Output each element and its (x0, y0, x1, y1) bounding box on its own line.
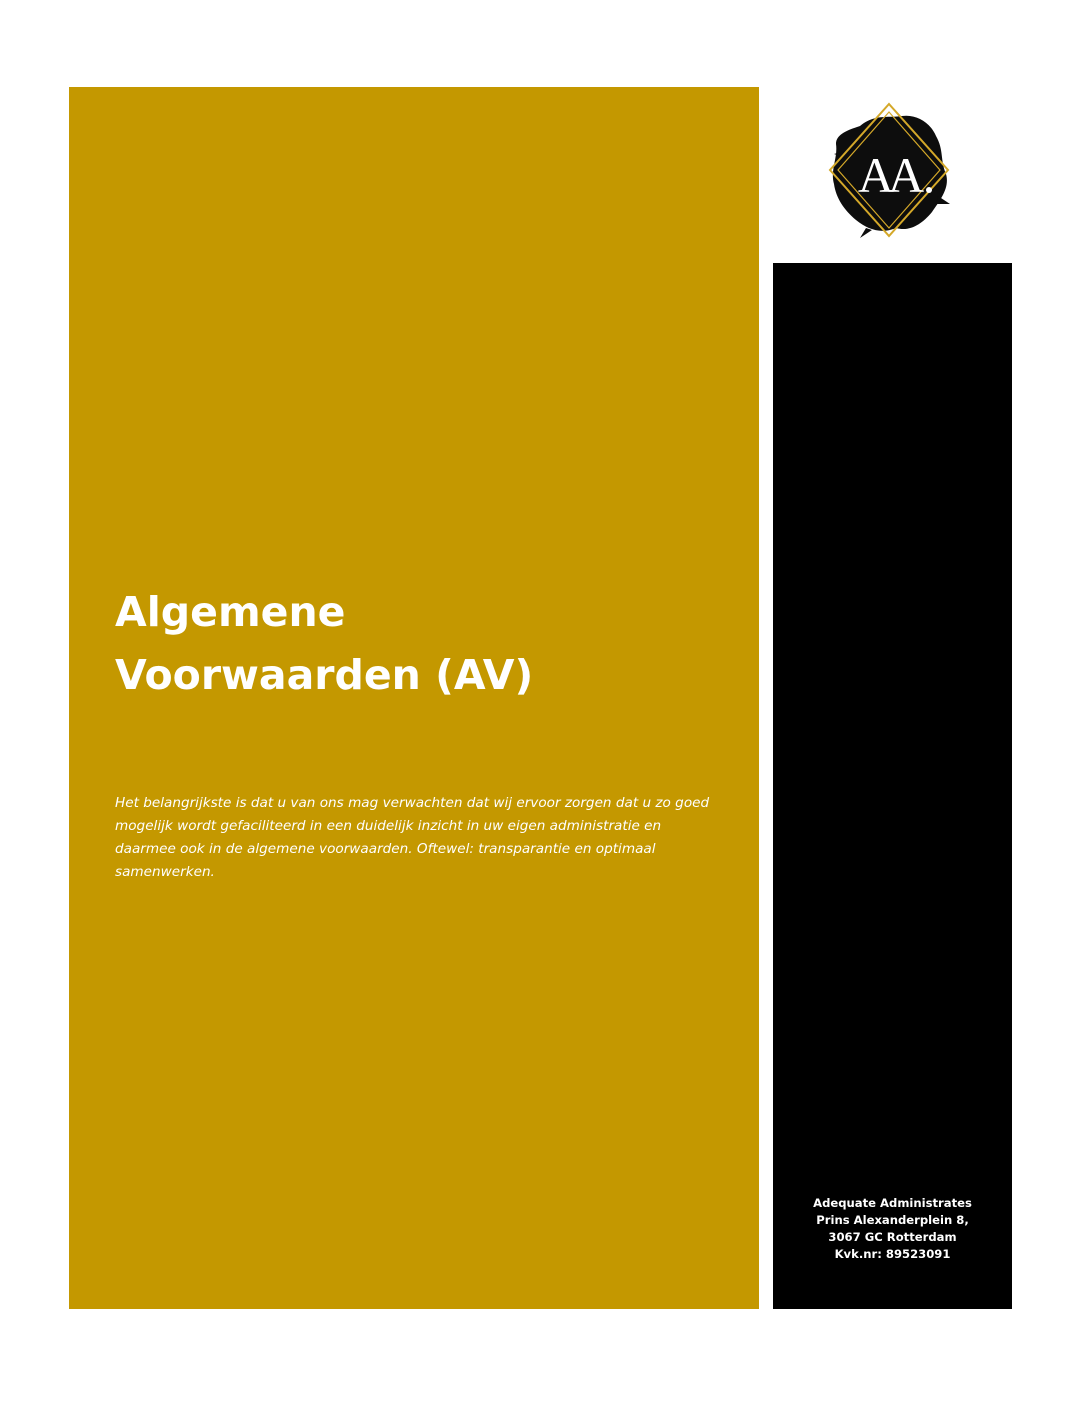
title-line-2: Voorwaarden (AV) (115, 651, 534, 699)
address-street: Prins Alexanderplein 8, (816, 1213, 969, 1227)
company-logo (826, 100, 952, 240)
title-line-1: Algemene (115, 588, 346, 636)
logo-dot (926, 187, 932, 193)
sidebar-panel (773, 263, 1012, 1309)
company-address (773, 1195, 1012, 1263)
company-name: Adequate Administrates (813, 1196, 972, 1210)
logo-monogram: AA (857, 147, 919, 203)
cover-panel (69, 87, 759, 1309)
intro-paragraph: Het belangrijkste is dat u van ons mag verwachten dat wij ervoor zorgen dat u zo goed mogelijk wordt gefaciliteerd in een duidelijk inzicht in uw eigen administratie en daarmee ook in de algemene voorwaarden. Oftewel: transparantie en optimaal samenwerken. (115, 795, 710, 880)
address-postal-city: 3067 GC Rotterdam (828, 1230, 957, 1244)
logo-emblem (826, 100, 952, 240)
document-title (115, 581, 533, 707)
kvk-number: Kvk.nr: 89523091 (834, 1247, 951, 1261)
